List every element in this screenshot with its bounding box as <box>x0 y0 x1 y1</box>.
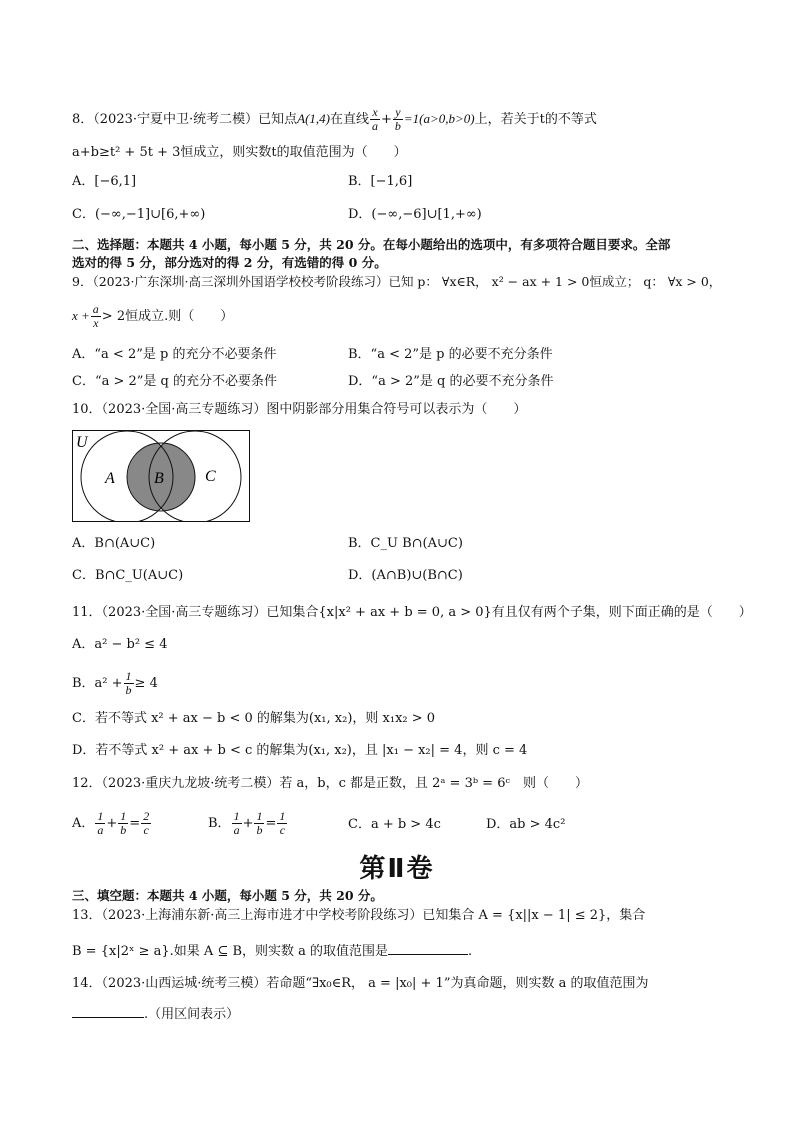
q11-option-c: C．若不等式 x² + ax − b < 0 的解集为(x₁, x₂)，则 x₁x₂ > 0 <box>72 711 436 726</box>
q11-option-a: A．a² − b² ≤ 4 <box>72 637 168 652</box>
q11-frac-1-b: $\frac{1}{b}$ <box>125 669 132 697</box>
q8-option-b: B．[−1,6] <box>348 174 413 189</box>
q11-optb-suffix: ≥ 4 <box>134 676 158 691</box>
q9-line2 <box>72 303 233 330</box>
q13-answer-blank[interactable] <box>388 940 468 955</box>
q8-suffix: 上，若关于t的不等式 <box>474 112 597 127</box>
q10-option-d: D．(A∩B)∪(B∩C) <box>348 568 463 583</box>
q11-option-d: D．若不等式 x² + ax + b < c 的解集为(x₁, x₂)，且 |x₁ − x₂| = 4，则 c = 4 <box>72 743 528 758</box>
q9-suffix: > 2恒成立.则（ ） <box>101 309 234 324</box>
q12-opta-label: A． <box>72 816 95 831</box>
q14-line1: 14．（2023·山西运城·统考三模）若命题“∃x₀∈R， a = |x₀| + 1”为真命题，则实数 a 的取值范围为 <box>72 976 649 991</box>
q13-line2 <box>72 940 472 962</box>
q8-frac-y-b: $\frac{y}{b}$ <box>394 105 401 133</box>
venn-label-b: B <box>154 470 164 487</box>
q9-prefix: x + <box>72 308 90 323</box>
q13-line2-end: . <box>468 944 473 959</box>
q10-stem: 10．（2023·全国·高三专题练习）图中阴影部分用集合符号可以表示为（ ） <box>72 402 527 417</box>
q8-prefix: 8．（2023·宁夏中卫·统考二模）已知点 <box>72 112 298 127</box>
venn-diagram <box>72 430 250 522</box>
venn-label-u: U <box>76 434 88 451</box>
q12-option-c: C．a + b > 4c <box>348 817 441 832</box>
q11-stem: 11．（2023·全国·高三专题练习）已知集合{x|x² + ax + b = 0, a > 0}有且仅有两个子集，则下面正确的是（ ） <box>72 605 752 620</box>
q8-cond: =1(a>0,b>0) <box>403 111 475 126</box>
q10-option-a: A．B∩(A∪C) <box>72 536 156 551</box>
section2-heading-line1: 二、选择题：本题共 4 小题，每小题 5 分，共 20 分。在每小题给出的选项中，有多项符合题目要求。全部 <box>72 237 671 252</box>
q9-option-d: D．“a > 2”是 q 的必要不充分条件 <box>348 374 554 389</box>
section3-heading: 三、填空题：本题共 4 小题，每小题 5 分，共 20 分。 <box>72 888 383 903</box>
q12-option-a: A． $\frac{1}{a}$ + $\frac{1}{b}$ = $\frac{2}{c}$ <box>72 809 150 837</box>
q8-line2: a+b≥t² + 5t + 3恒成立，则实数t的取值范围为（ ） <box>72 145 407 160</box>
q12-option-d: D．ab > 4c² <box>486 817 566 832</box>
part2-title: 第Ⅱ卷 <box>359 854 435 884</box>
q14-answer-blank[interactable] <box>72 1003 144 1018</box>
q9-line1: 9．（2023·广东深圳·高三深圳外国语学校校考阶段练习）已知 p： ∀x∈R， x² − ax + 1 > 0恒成立； q： ∀x > 0， <box>72 274 722 289</box>
q8-line1: 8．（2023·宁夏中卫·统考二模）已知点A(1,4)在直线 $\frac{x}{a}$ + $\frac{y}{b}$ =1(a>0,b>0)上，若关于t的不等式 <box>72 105 597 133</box>
q10-option-b: B．C_U B∩(A∪C) <box>348 536 463 551</box>
q8-option-d: D．(−∞,−6]∪[1,+∞) <box>348 207 482 222</box>
q8-option-c: C．(−∞,−1]∪[6,+∞) <box>72 207 206 222</box>
q11-optb-prefix: B．a² + <box>72 676 123 691</box>
q12-option-b: B． $\frac{1}{a}$ + $\frac{1}{b}$ = $\frac{1}{c}$ <box>208 809 286 837</box>
q9-option-a: A．“a < 2”是 p 的充分不必要条件 <box>72 347 277 362</box>
q12-stem: 12．（2023·重庆九龙坡·统考二模）若 a，b，c 都是正数，且 2ᵃ = 3ᵇ = 6ᶜ 则（ ） <box>72 776 588 791</box>
q14-line2 <box>72 1003 239 1025</box>
q13-line2-text: B = {x|2ˣ ≥ a}.如果 A ⊆ B，则实数 a 的取值范围是 <box>72 944 389 959</box>
q8-frac-x-a: $\frac{x}{a}$ <box>372 105 378 133</box>
q9-option-b: B．“a < 2”是 p 的必要不充分条件 <box>348 347 553 362</box>
q11-option-b <box>72 670 158 697</box>
q9-frac-a-x: $\frac{a}{x}$ <box>92 302 99 330</box>
q8-mid: 在直线 <box>329 112 369 127</box>
q12-optb-label: B． <box>208 816 231 831</box>
q14-line2-end: .（用区间表示） <box>144 1007 240 1022</box>
venn-label-c: C <box>205 468 216 485</box>
q13-line1: 13．（2023·上海浦东新·高三上海市进才中学校考阶段练习）已知集合 A = {x||x − 1| ≤ 2}，集合 <box>72 908 646 923</box>
section2-heading-line2: 选对的得 5 分，部分选对的得 2 分，有选错的得 0 分。 <box>72 255 387 270</box>
q8-point: A(1,4) <box>297 111 330 126</box>
q10-option-c: C．B∩C_U(A∪C) <box>72 568 184 583</box>
q8-option-a: A．[−6,1] <box>72 174 137 189</box>
venn-label-a: A <box>105 470 115 487</box>
q9-option-c: C．“a > 2”是 q 的充分不必要条件 <box>72 374 278 389</box>
